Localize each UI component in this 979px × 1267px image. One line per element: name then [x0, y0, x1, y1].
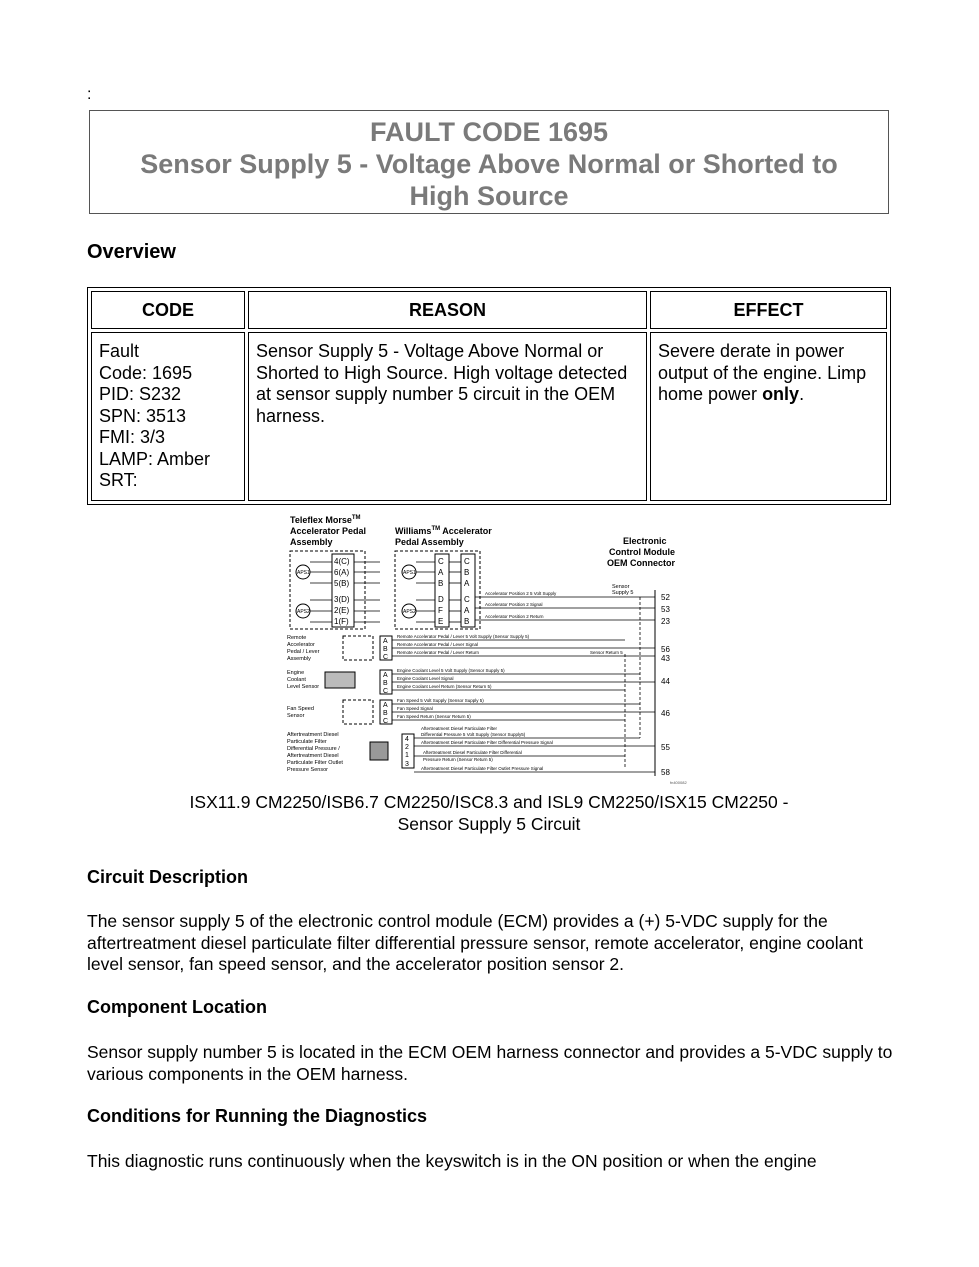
svg-text:B: B	[438, 579, 444, 588]
svg-text:Supply 5: Supply 5	[612, 590, 634, 596]
figure-caption	[87, 791, 891, 835]
remote-accelerator-box	[343, 636, 373, 660]
title-box	[89, 110, 889, 214]
teleflex-label-l3: Assembly	[290, 537, 333, 547]
ecm-label-l3: OEM Connector	[607, 558, 676, 568]
svg-text:Particulate Filter Outlet: Particulate Filter Outlet	[287, 760, 343, 766]
svg-text:Pressure Return (Sensor Return: Pressure Return (Sensor Return 5)	[423, 757, 493, 762]
reason-cell: Sensor Supply 5 - Voltage Above Normal or Shorted to High Source. High voltage detected at sensor supply number 5 circuit in the OEM harness.	[248, 332, 647, 501]
ecm-pin: 55	[661, 743, 670, 752]
svg-text:Remote Accelerator Pedal / Lev: Remote Accelerator Pedal / Lever Signal	[397, 642, 479, 647]
williams-aps2-label: APS2	[403, 609, 416, 615]
aps1-label: APS1	[297, 570, 310, 576]
teleflex-pin: 4(C)	[334, 557, 350, 566]
svg-text:Accelerator: Accelerator	[287, 642, 315, 648]
conditions-heading: Conditions for Running the Diagnostics	[87, 1106, 427, 1126]
aps2-wire-labels	[485, 591, 557, 619]
dpf-sensor-label	[287, 732, 343, 773]
svg-text:C: C	[464, 595, 470, 604]
svg-text:Sensor Return 5: Sensor Return 5	[590, 650, 623, 655]
ecm-pin: 44	[661, 677, 670, 686]
svg-text:Aftertreatment Diesel Particul: Aftertreatment Diesel Particulate Filter	[421, 726, 498, 731]
code-line: SRT:	[99, 470, 138, 490]
teleflex-pin: 3(D)	[334, 595, 350, 604]
fault-table	[87, 287, 891, 505]
coolant-sensor-label	[287, 670, 319, 690]
teleflex-label-l2: Accelerator Pedal	[290, 526, 367, 536]
svg-text:Remote: Remote	[287, 635, 307, 641]
williams-label-l2: Pedal Assembly	[395, 537, 464, 547]
ecm-label-l2: Control Module	[609, 547, 675, 557]
coolant-sensor-wire-labels	[397, 668, 505, 689]
remote-accelerator-label	[287, 635, 320, 662]
fan-speed-wire-labels	[397, 698, 484, 719]
ecm-pin: 46	[661, 709, 670, 718]
ecm-pin: 43	[661, 654, 670, 663]
svg-text:C: C	[383, 688, 389, 695]
code-line: PID: S232	[99, 384, 182, 404]
svg-text:Engine Coolant Level 5 Volt Su: Engine Coolant Level 5 Volt Supply (Sensor Supply 5)	[397, 668, 505, 673]
overview-heading: Overview	[87, 241, 176, 263]
effect-end: .	[799, 384, 805, 404]
svg-text:Assembly: Assembly	[287, 656, 311, 662]
component-location-text: Sensor supply number 5 is located in the ECM OEM harness connector and provides a 5-VDC supply to various components in the OEM harness.	[87, 1042, 893, 1084]
svg-text:Aftertreatment Diesel Particul: Aftertreatment Diesel Particulate Filter Differential	[423, 750, 522, 755]
svg-text:2: 2	[405, 744, 409, 751]
svg-text:Fan Speed Signal: Fan Speed Signal	[397, 706, 433, 711]
fan-speed-sensor-label	[287, 706, 314, 719]
code-line: Fault	[99, 341, 140, 361]
svg-text:Remote Accelerator Pedal / Lev: Remote Accelerator Pedal / Lever 5 Volt Supply (Sensor Supply 5)	[397, 634, 530, 639]
svg-text:Differential Pressure /: Differential Pressure /	[287, 746, 340, 752]
svg-text:C: C	[383, 718, 389, 725]
component-location-heading: Component Location	[87, 997, 267, 1017]
effect-emphasis: only	[762, 384, 800, 404]
coolant-sensor-pins	[383, 672, 388, 695]
svg-text:4: 4	[405, 736, 409, 743]
williams-aps1-label: APS1	[403, 570, 416, 576]
fan-speed-sensor-pins	[383, 702, 388, 725]
ecm-label-l1: Electronic	[623, 536, 667, 546]
effect-text: Severe derate in power output of the engine. Limp home power	[658, 341, 867, 404]
ecm-pin: 52	[661, 593, 670, 602]
sensor-supply-circuit-diagram	[285, 510, 695, 786]
svg-text:Accelerator Position 2 5 Volt: Accelerator Position 2 5 Volt Supply	[485, 591, 557, 596]
svg-text:A: A	[383, 702, 388, 709]
svg-text:Fan Speed: Fan Speed	[287, 706, 314, 712]
svg-text:Engine Coolant Level Return (S: Engine Coolant Level Return (Sensor Return 5)	[397, 684, 492, 689]
fault-code-title: FAULT CODE 1695	[369, 117, 609, 147]
header-effect: EFFECT	[650, 291, 887, 329]
svg-text:Sensor: Sensor	[612, 584, 630, 590]
svg-text:Aftertreatment Diesel: Aftertreatment Diesel	[287, 732, 339, 738]
svg-text:Aftertreatment Diesel Particul: Aftertreatment Diesel Particulate Filter Differential Pressure Signal	[421, 740, 553, 745]
svg-text:Accelerator Position 2 Return: Accelerator Position 2 Return	[485, 614, 544, 619]
figure-id: fn400082	[670, 780, 687, 785]
svg-text:A: A	[464, 579, 470, 588]
code-line: LAMP: Amber	[99, 448, 211, 469]
conditions-text: This diagnostic runs continuously when the keyswitch is in the ON position or when the engine	[87, 1151, 817, 1171]
svg-text:Engine Coolant Level Signal: Engine Coolant Level Signal	[397, 676, 454, 681]
code-cell	[91, 332, 245, 501]
svg-text:Particulate Filter: Particulate Filter	[287, 739, 327, 745]
ecm-pin: 23	[661, 617, 670, 626]
aps2-label: APS2	[297, 609, 310, 615]
remote-accelerator-pins	[383, 638, 388, 661]
svg-text:E: E	[438, 617, 444, 626]
header-reason: REASON	[248, 291, 647, 329]
fault-description-line2: High Source	[409, 181, 569, 211]
dpf-sensor-pins	[405, 736, 409, 768]
svg-text:C: C	[438, 557, 444, 566]
caption-line2: Sensor Supply 5 Circuit	[397, 814, 581, 834]
svg-text:A: A	[464, 606, 470, 615]
svg-text:A: A	[438, 568, 444, 577]
svg-text:C: C	[383, 654, 389, 661]
sensor-supply-label	[612, 584, 633, 596]
svg-text:A: A	[383, 638, 388, 645]
svg-text:Aftertreatment Diesel Particul: Aftertreatment Diesel Particulate Filter Outlet Pressure Signal	[421, 766, 544, 771]
svg-text:Coolant: Coolant	[287, 677, 306, 683]
circuit-description-text: The sensor supply 5 of the electronic control module (ECM) provides a (+) 5-VDC supply for the aftertreatment diesel particulate filter differential pressure sensor, remote accelerator, engine coolant level sensor, fan speed sensor, and the accelerator position sensor 2.	[87, 911, 863, 974]
svg-text:Aftertreatment Diesel: Aftertreatment Diesel	[287, 753, 339, 759]
svg-text:A: A	[383, 672, 388, 679]
coolant-sensor-symbol	[325, 672, 355, 688]
header-code: CODE	[91, 291, 245, 329]
code-line: FMI: 3/3	[99, 427, 166, 447]
svg-text:Level Sensor: Level Sensor	[287, 684, 320, 690]
dpf-sensor-symbol	[370, 742, 388, 760]
ecm-pin: 58	[661, 768, 670, 777]
fault-description-line1: Sensor Supply 5 - Voltage Above Normal or Shorted to	[140, 149, 838, 179]
table-row	[91, 332, 887, 501]
svg-text:B: B	[383, 710, 388, 717]
effect-cell	[650, 332, 887, 501]
remote-accelerator-wire-labels	[397, 634, 623, 655]
svg-text:Fan Speed Return (Sensor Retur: Fan Speed Return (Sensor Return 5)	[397, 714, 471, 719]
svg-text:D: D	[438, 595, 444, 604]
teleflex-pin: 1(F)	[334, 617, 349, 626]
table-header-row	[91, 291, 887, 329]
svg-text:Engine: Engine	[287, 670, 305, 676]
dpf-wire-labels	[421, 726, 553, 771]
svg-text:Fan Speed 5 Volt Supply (Senso: Fan Speed 5 Volt Supply (Sensor Supply 5)	[397, 698, 484, 703]
svg-text:Pressure Sensor: Pressure Sensor	[287, 767, 328, 773]
ecm-pin: 53	[661, 605, 670, 614]
svg-text:F: F	[438, 606, 443, 615]
teleflex-pin: 2(E)	[334, 606, 350, 615]
svg-text:B: B	[464, 568, 470, 577]
svg-text:B: B	[383, 646, 388, 653]
svg-text:Pedal / Lever: Pedal / Lever	[287, 649, 320, 655]
svg-text:Differential Pressure 5 Volt S: Differential Pressure 5 Volt Supply (Sensor Supply5)	[421, 732, 526, 737]
svg-text:Sensor: Sensor	[287, 713, 305, 719]
caption-line1: ISX11.9 CM2250/ISB6.7 CM2250/ISC8.3 and ISL9 CM2250/ISX15 CM2250 -	[189, 792, 789, 812]
fan-speed-sensor-box	[343, 700, 373, 724]
teleflex-label: Teleflex Morse™	[290, 515, 361, 525]
ecm-pin: 56	[661, 645, 670, 654]
svg-text:C: C	[464, 557, 470, 566]
svg-text:Remote Accelerator Pedal / Lev: Remote Accelerator Pedal / Lever Return	[397, 650, 480, 655]
page-prefix: :	[87, 86, 92, 103]
svg-text:B: B	[464, 617, 470, 626]
svg-text:3: 3	[405, 761, 409, 768]
ecm-pin-labels	[661, 593, 670, 777]
svg-text:Accelerator Position 2 Signal: Accelerator Position 2 Signal	[485, 602, 543, 607]
williams-label: Williams™ Accelerator	[395, 526, 492, 536]
circuit-description-heading: Circuit Description	[87, 867, 249, 887]
teleflex-pin: 6(A)	[334, 568, 350, 577]
code-line: Code: 1695	[99, 362, 193, 383]
teleflex-pin: 5(B)	[334, 579, 350, 588]
code-line: SPN: 3513	[99, 405, 187, 426]
svg-text:B: B	[383, 680, 388, 687]
svg-text:1: 1	[405, 752, 409, 759]
